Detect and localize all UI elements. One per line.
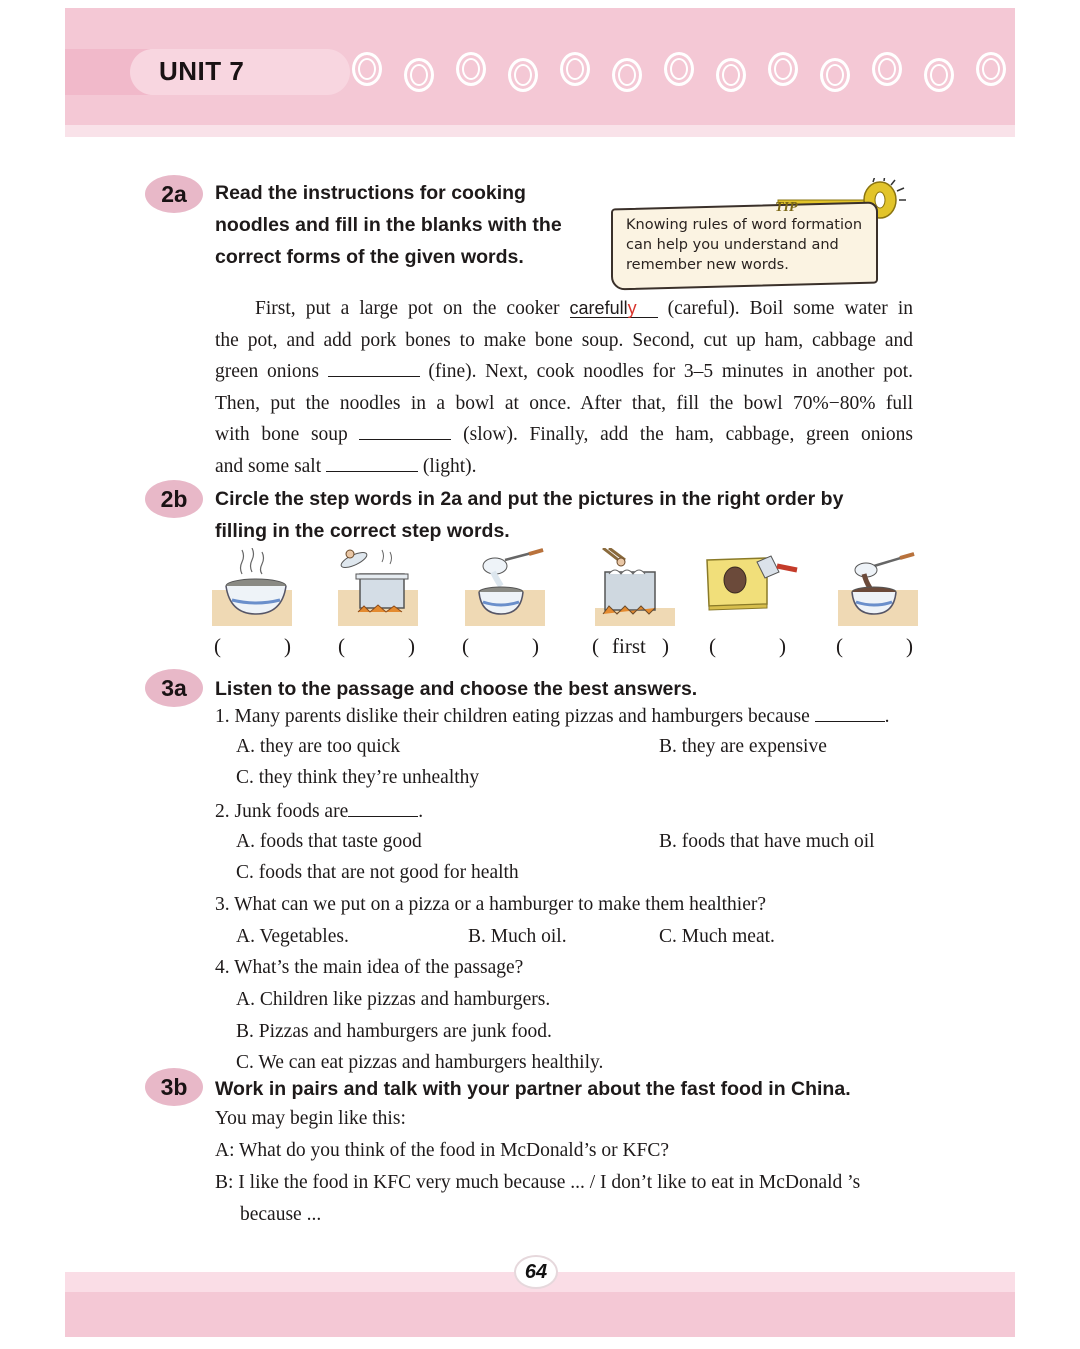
- ring-icon: [872, 52, 902, 86]
- tip-text: [626, 215, 862, 275]
- ring-icon: [976, 52, 1006, 86]
- dialog-line-b: B: I like the food in KFC very much because ... / I don’t like to eat in McDonald ’s: [215, 1172, 861, 1193]
- ring-icon: [352, 52, 382, 86]
- cutting-board-cleaver-icon: [705, 548, 805, 626]
- footer-band: [65, 1292, 1015, 1337]
- option[interactable]: C. they think they’re unhealthy: [236, 767, 480, 788]
- header-strip: [65, 125, 1015, 137]
- option[interactable]: B. Pizzas and hamburgers are junk food.: [236, 1021, 552, 1042]
- ring-icon: [612, 58, 642, 92]
- option[interactable]: A. Vegetables.: [236, 926, 349, 947]
- passage-line: with bone soup (slow). Finally, add the ham, cabbage, green onions: [215, 424, 913, 446]
- ring-icon: [560, 52, 590, 86]
- heading-2b-line: filling in the correct step words.: [215, 520, 510, 542]
- ring-icon: [456, 52, 486, 86]
- heading-2a-line: Read the instructions for cooking: [215, 182, 526, 204]
- passage-2a: [215, 293, 913, 483]
- picture-cutting-board: [705, 548, 785, 626]
- pot-boiling-bones-icon: [595, 548, 675, 626]
- heading-2b-line: Circle the step words in 2a and put the pictures in the right order by: [215, 488, 844, 510]
- ladle-soup-into-bowl-icon: [465, 548, 545, 626]
- heading-3a: Listen to the passage and choose the best answers.: [215, 678, 698, 700]
- tip-line: can help you understand and: [626, 237, 839, 253]
- order-answer: first: [612, 634, 646, 658]
- ring-icon: [716, 58, 746, 92]
- passage-line: the pot, and add pork bones to make bone soup. Second, cut up ham, cabbage and: [215, 329, 913, 351]
- option[interactable]: C. Much meat.: [659, 926, 775, 947]
- ring-icon: [924, 58, 954, 92]
- badge-2a: 2a: [145, 175, 203, 213]
- question-stem: 4. What’s the main idea of the passage?: [215, 957, 524, 978]
- picture-noodle-bowl: [212, 548, 292, 626]
- option[interactable]: C. foods that are not good for health: [236, 862, 519, 883]
- tip-line: Knowing rules of word formation: [626, 217, 863, 233]
- noodle-bowl-steaming-icon: [212, 548, 292, 626]
- option[interactable]: A. Children like pizzas and hamburgers.: [236, 989, 551, 1010]
- picture-pot-on-stove: [338, 548, 418, 626]
- option[interactable]: C. We can eat pizzas and hamburgers healthily.: [236, 1052, 604, 1073]
- ring-icon: [508, 58, 538, 92]
- passage-line: Then, put the noodles in a bowl at once. After that, fill the bowl 70%−80% full: [215, 392, 913, 414]
- passage-line: and some salt (light).: [215, 455, 477, 477]
- ring-icon: [404, 58, 434, 92]
- ring-icon: [820, 58, 850, 92]
- tip-line: remember new words.: [626, 257, 789, 273]
- picture-spoon-toppings: [838, 548, 918, 626]
- dialog-line-b-cont: because ...: [240, 1204, 322, 1225]
- question-stem: 3. What can we put on a pizza or a hamburger to make them healthier?: [215, 894, 767, 915]
- answer-blank[interactable]: [348, 799, 418, 817]
- blank-light[interactable]: [326, 454, 418, 472]
- decorative-rings: [352, 52, 1015, 94]
- badge-3a: 3a: [145, 669, 203, 707]
- blank-fine[interactable]: [328, 359, 420, 377]
- option[interactable]: A. they are too quick: [236, 736, 401, 757]
- heading-2b: [215, 483, 843, 547]
- question-stem: 1. Many parents dislike their children eating pizzas and hamburgers because .: [215, 706, 890, 727]
- heading-2a-line: correct forms of the given words.: [215, 246, 524, 268]
- heading-2a-line: noodles and fill in the blanks with the: [215, 214, 562, 236]
- option[interactable]: B. Much oil.: [468, 926, 567, 947]
- option[interactable]: A. foods that taste good: [236, 831, 422, 852]
- tip-label: TIP: [775, 200, 798, 215]
- question-stem: 2. Junk foods are .: [215, 801, 424, 822]
- page-number: 64: [514, 1255, 558, 1289]
- dialog-intro: You may begin like this:: [215, 1108, 406, 1129]
- pot-on-stove-lid-icon: [338, 548, 418, 626]
- ring-icon: [768, 52, 798, 86]
- ring-icon: [664, 52, 694, 86]
- heading-2a: [215, 177, 562, 273]
- badge-2b: 2b: [145, 480, 203, 518]
- option[interactable]: B. foods that have much oil: [659, 831, 875, 852]
- blank-slow[interactable]: [359, 422, 451, 440]
- passage-line: First, put a large pot on the cooker carefully (careful). Boil some water in: [255, 298, 914, 319]
- spoon-adding-toppings-icon: [838, 548, 918, 626]
- dialog-line-a: A: What do you think of the food in McDonald’s or KFC?: [215, 1140, 670, 1161]
- option[interactable]: B. they are expensive: [659, 736, 827, 757]
- picture-ladle-soup: [465, 548, 545, 626]
- answer-filled[interactable]: carefully: [570, 299, 658, 318]
- passage-line: green onions (fine). Next, cook noodles for 3–5 minutes in another pot.: [215, 361, 914, 383]
- heading-3b: Work in pairs and talk with your partner about the fast food in China.: [215, 1078, 851, 1100]
- unit-title: UNIT 7: [159, 56, 245, 86]
- picture-pot-bones: [595, 548, 675, 626]
- answer-blank[interactable]: [815, 704, 885, 722]
- badge-3b: 3b: [145, 1068, 203, 1106]
